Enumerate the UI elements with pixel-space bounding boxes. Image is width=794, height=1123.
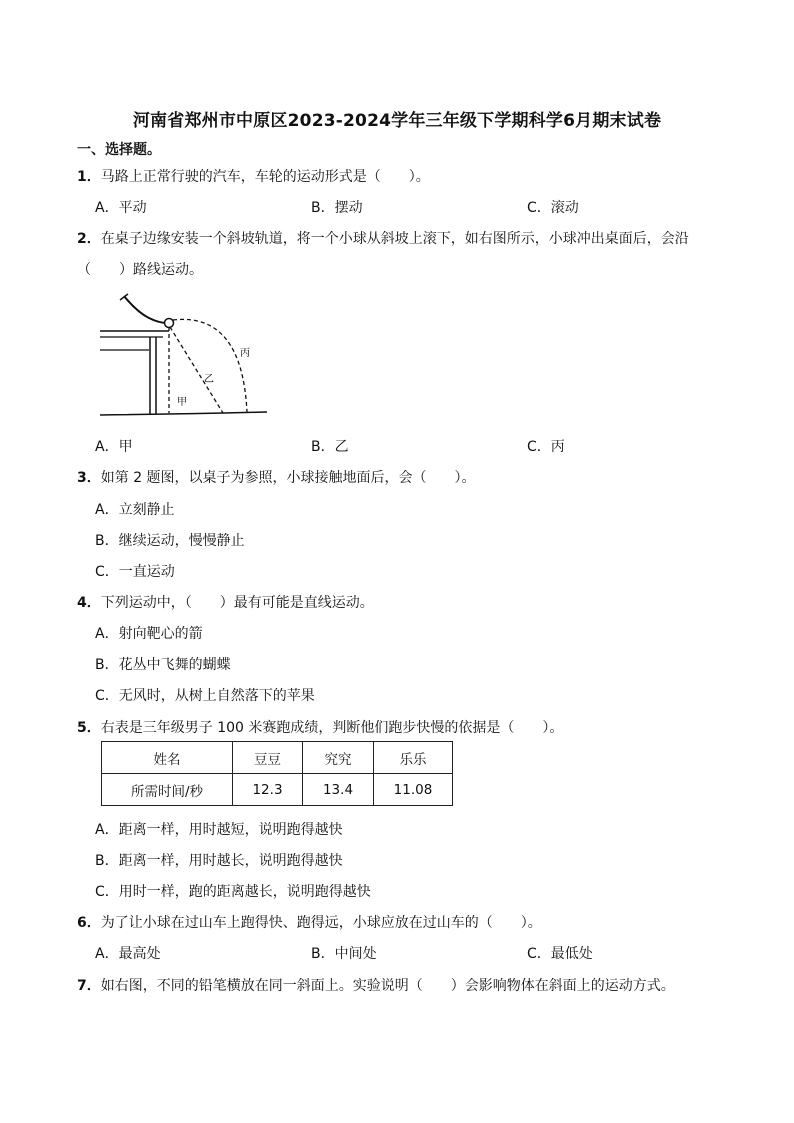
page-title: 河南省郑州市中原区2023-2024学年三年级下学期科学6月期末试卷 [132, 111, 662, 131]
question-2-continued: （ ）路线运动。 [77, 262, 203, 278]
table-row [102, 774, 453, 806]
table-cell: 乐乐 [374, 742, 453, 774]
q2-option-a: A．甲 [95, 439, 133, 455]
label-jia: 甲 [177, 397, 187, 408]
table-cell: 豆豆 [233, 742, 303, 774]
question-number: 2． [77, 231, 101, 247]
q3-option-a: A．立刻静止 [95, 502, 175, 518]
question-number: 6． [77, 915, 101, 931]
q6-option-a: A．最高处 [95, 946, 161, 962]
q2-option-b: B．乙 [311, 439, 349, 455]
question-text: 在桌子边缘安装一个斜坡轨道，将一个小球从斜坡上滚下，如右图所示，小球冲出桌面后，会沿 [100, 231, 689, 247]
table-cell: 姓名 [102, 742, 233, 774]
race-results-table [101, 741, 453, 806]
table-header-row [102, 742, 453, 774]
section-heading: 一、选择题。 [77, 142, 161, 158]
question-text: 如第 2 题图，以桌子为参照，小球接触地面后，会（ ）。 [100, 470, 476, 486]
question-7 [77, 975, 675, 995]
label-bing: 丙 [240, 348, 250, 359]
ball [165, 319, 174, 328]
question-5 [77, 717, 563, 737]
table-cell: 究究 [303, 742, 374, 774]
question-text: 下列运动中，（ ）最有可能是直线运动。 [100, 595, 374, 611]
table-cell: 13.4 [303, 774, 374, 806]
q4-option-a: A．射向靶心的箭 [95, 626, 203, 642]
q1-option-c: C．滚动 [527, 200, 579, 216]
question-2 [77, 228, 689, 248]
q4-option-c: C．无风时，从树上自然落下的苹果 [95, 688, 315, 704]
q3-option-c: C．一直运动 [95, 564, 175, 580]
q1-option-a: A．平动 [95, 200, 147, 216]
question-text: 右表是三年级男子 100 米赛跑成绩，判断他们跑步快慢的依据是（ ）。 [100, 720, 564, 736]
ramp-track [124, 296, 167, 323]
q1-option-b: B．摆动 [311, 200, 363, 216]
question-number: 7． [77, 978, 101, 994]
ramp-ball-figure [97, 290, 272, 420]
q5-option-a: A．距离一样，用时越短，说明跑得越快 [95, 822, 343, 838]
ground [100, 412, 267, 415]
question-6 [77, 912, 542, 932]
table-cell: 12.3 [233, 774, 303, 806]
q3-option-b: B．继续运动，慢慢静止 [95, 533, 245, 549]
question-number: 1． [77, 169, 101, 185]
question-1 [77, 166, 430, 186]
table-cell: 所需时间/秒 [102, 774, 233, 806]
q5-option-b: B．距离一样，用时越长，说明跑得越快 [95, 853, 343, 869]
question-text: 如右图，不同的铅笔横放在同一斜面上。实验说明（ ）会影响物体在斜面上的运动方式。 [100, 978, 675, 994]
q5-option-c: C．用时一样，跑的距离越长，说明跑得越快 [95, 884, 371, 900]
question-text: 为了让小球在过山车上跑得快、跑得远，小球应放在过山车的（ ）。 [100, 915, 542, 931]
question-number: 4． [77, 595, 101, 611]
q6-option-b: B．中间处 [311, 946, 377, 962]
question-text: 马路上正常行驶的汽车，车轮的运动形式是（ ）。 [100, 169, 430, 185]
label-yi: 乙 [204, 374, 214, 385]
q4-option-b: B．花丛中飞舞的蝴蝶 [95, 657, 231, 673]
q2-option-c: C．丙 [527, 439, 565, 455]
question-number: 3． [77, 470, 101, 486]
q6-option-c: C．最低处 [527, 946, 593, 962]
question-3 [77, 467, 476, 487]
table-cell: 11.08 [374, 774, 453, 806]
question-4 [77, 592, 374, 612]
question-number: 5． [77, 720, 101, 736]
